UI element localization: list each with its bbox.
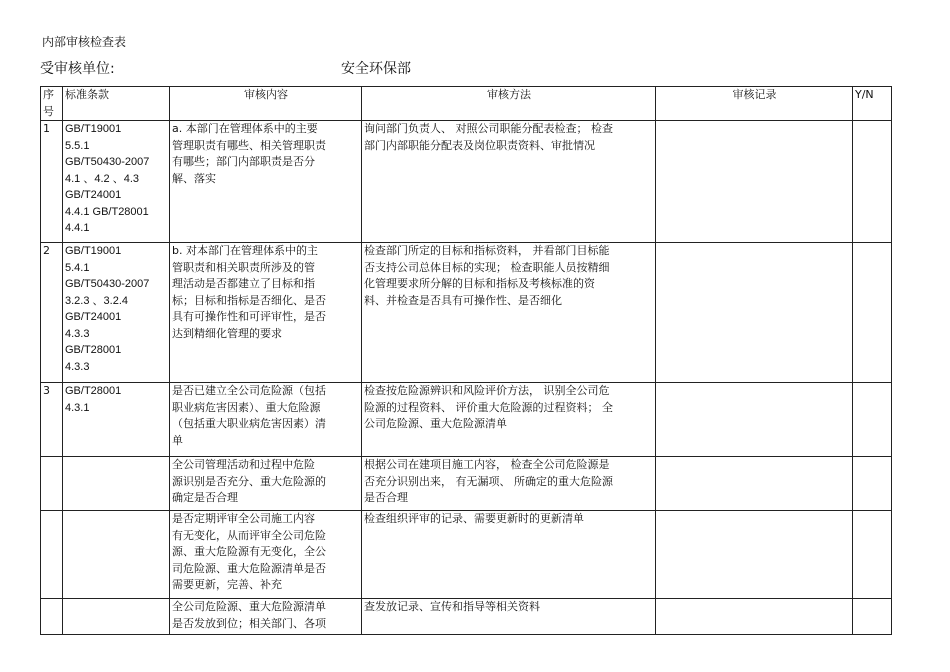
cell-standard-line: GB/T50430-2007 xyxy=(65,156,150,168)
cell-content-line: 达到精细化管理的要求 xyxy=(172,326,282,340)
cell-standard-line: 3.2.3 、3.2.4 xyxy=(65,294,128,307)
cell-standard xyxy=(63,511,170,599)
cell-standard-line: GB/T50430-2007 xyxy=(65,278,150,290)
cell-standard-line: 4.4.1 xyxy=(65,222,90,234)
cell-content-line: b. 对本部门在管理体系中的主 xyxy=(172,244,318,257)
cell-content-line: 标；目标和指标是否细化、是否 xyxy=(172,293,326,307)
cell-record xyxy=(656,511,853,599)
cell-method-line: 是否合理 xyxy=(364,491,408,504)
cell-content xyxy=(170,383,362,457)
cell-content-line: 解、落实 xyxy=(172,171,216,185)
cell-standard xyxy=(63,383,170,457)
cell-method-line: 否支持公司总体目标的实现； 检查职能人员按精细 xyxy=(364,260,610,274)
table-body xyxy=(41,121,892,635)
cell-method-line: 检查部门所定的目标和指标资料， 并看部门目标能 xyxy=(364,244,610,257)
cell-content-line: 需要更新，完善、补充 xyxy=(172,578,282,591)
cell-content-line: 确定是否合理 xyxy=(172,491,238,504)
cell-seq xyxy=(41,457,63,511)
cell-standard-line: GB/T28001 xyxy=(65,344,122,356)
cell-method xyxy=(362,243,656,383)
cell-record xyxy=(656,243,853,383)
cell-content-line: a. 本部门在管理体系中的主要 xyxy=(172,122,318,135)
cell-content-line: 全公司管理活动和过程中危险 xyxy=(172,458,315,471)
audited-unit-label: 受审核单位: xyxy=(40,61,115,77)
cell-standard-line: 5.4.1 xyxy=(65,261,90,274)
cell-yn xyxy=(853,383,892,457)
cell-seq: 1 xyxy=(41,121,63,243)
cell-standard-line: 4.3.3 xyxy=(65,327,90,340)
cell-method-line: 检查组织评审的记录、需要更新时的更新清单 xyxy=(364,512,584,525)
cell-method-line: 否充分识别出来， 有无漏项、 所确定的重大危险源 xyxy=(364,474,613,488)
cell-method-line: 询问部门负责人、 对照公司职能分配表检查； 检查 xyxy=(364,122,613,135)
cell-seq: 2 xyxy=(41,243,63,383)
cell-content-line: 管理职责有哪些、相关管理职责 xyxy=(172,138,326,152)
audited-unit-value: 安全环保部 xyxy=(341,61,411,77)
cell-content-line: 理活动是否都建立了目标和指 xyxy=(172,277,315,290)
cell-content-line: 单 xyxy=(172,433,183,447)
table-row xyxy=(41,457,892,511)
cell-content-line: 司危险源、重大危险源清单是否 xyxy=(172,561,326,575)
cell-record xyxy=(656,599,853,635)
cell-method-line: 检查按危险源辨识和风险评价方法， 识别全公司危 xyxy=(364,384,610,397)
cell-method-line: 化管理要求所分解的目标和指标及考核标准的资 xyxy=(364,277,595,290)
header-record: 审核记录 xyxy=(656,87,853,121)
cell-method xyxy=(362,599,656,635)
cell-standard-line: 5.5.1 xyxy=(65,139,90,152)
cell-yn xyxy=(853,243,892,383)
cell-seq: 3 xyxy=(41,383,63,457)
cell-content-line: 是否已建立全公司危险源（包括 xyxy=(172,384,326,397)
cell-method-line: 根据公司在建项目施工内容， 检查全公司危险源是 xyxy=(364,458,610,471)
cell-content-line: 全公司危险源、重大危险源清单 xyxy=(172,600,326,613)
cell-record xyxy=(656,383,853,457)
cell-method-line: 部门内部职能分配表及岗位职责资料、审批情况 xyxy=(364,138,595,152)
cell-standard-line: 4.4.1 GB/T28001 xyxy=(65,205,149,218)
cell-yn xyxy=(853,511,892,599)
cell-method xyxy=(362,383,656,457)
cell-content-line: 源、重大危险源有无变化，全公 xyxy=(172,545,326,558)
header-standard: 标准条款 xyxy=(63,87,170,121)
cell-content xyxy=(170,511,362,599)
cell-standard-line: GB/T24001 xyxy=(65,311,122,323)
cell-yn xyxy=(853,121,892,243)
cell-yn xyxy=(853,599,892,635)
header-content: 审核内容 xyxy=(170,87,362,121)
document-title: 内部审核检查表 xyxy=(42,35,127,49)
table-row xyxy=(41,243,892,383)
cell-method-line: 公司危险源、重大危险源清单 xyxy=(364,417,507,430)
cell-seq xyxy=(41,599,63,635)
cell-method xyxy=(362,121,656,243)
cell-content xyxy=(170,599,362,635)
table-row xyxy=(41,121,892,243)
cell-content-line: 职业病危害因素）、重大危险源 xyxy=(172,400,321,414)
cell-content-line: 具有可操作性和可评审性，是否 xyxy=(172,310,326,323)
cell-standard-line: 4.3.3 xyxy=(65,360,90,373)
cell-method xyxy=(362,511,656,599)
cell-standard-line: GB/T28001 xyxy=(65,385,122,397)
cell-seq xyxy=(41,511,63,599)
cell-content-line: 是否发放到位；相关部门、各项 xyxy=(172,616,326,630)
cell-standard-line: 4.3.1 xyxy=(65,401,90,414)
header-yn: Y/N xyxy=(853,87,892,121)
cell-yn xyxy=(853,457,892,511)
cell-standard-line: GB/T19001 xyxy=(65,245,122,257)
cell-content-line: 是否定期评审全公司施工内容 xyxy=(172,512,315,525)
table-row xyxy=(41,383,892,457)
cell-content xyxy=(170,243,362,383)
cell-content-line: 有哪些；部门内部职责是否分 xyxy=(172,155,315,168)
cell-record xyxy=(656,121,853,243)
cell-standard-line: 4.1 、4.2 、4.3 xyxy=(65,172,139,185)
table-header-row xyxy=(41,87,892,121)
cell-standard xyxy=(63,457,170,511)
cell-standard xyxy=(63,243,170,383)
cell-method xyxy=(362,457,656,511)
cell-content-line: 管职责和相关职责所涉及的管 xyxy=(172,260,315,274)
cell-content xyxy=(170,121,362,243)
table-row xyxy=(41,511,892,599)
table-row xyxy=(41,599,892,635)
cell-standard xyxy=(63,121,170,243)
cell-standard xyxy=(63,599,170,635)
cell-standard-line: GB/T24001 xyxy=(65,189,122,201)
cell-standard-line: GB/T19001 xyxy=(65,123,122,135)
cell-method-line: 料、并检查是否具有可操作性、是否细化 xyxy=(364,293,562,307)
cell-method-line: 险源的过程资料、 评价重大危险源的过程资料； 全 xyxy=(364,400,613,414)
audit-checklist-table xyxy=(40,86,892,635)
header-method: 审核方法 xyxy=(362,87,656,121)
cell-content xyxy=(170,457,362,511)
cell-content-line: （包括重大职业病危害因素）清 xyxy=(172,417,326,430)
cell-record xyxy=(656,457,853,511)
cell-content-line: 有无变化，从而评审全公司危险 xyxy=(172,528,326,542)
cell-content-line: 源识别是否充分、重大危险源的 xyxy=(172,474,326,488)
header-seq: 序号 xyxy=(41,87,63,121)
cell-method-line: 查发放记录、宣传和指导等相关资料 xyxy=(364,600,540,613)
